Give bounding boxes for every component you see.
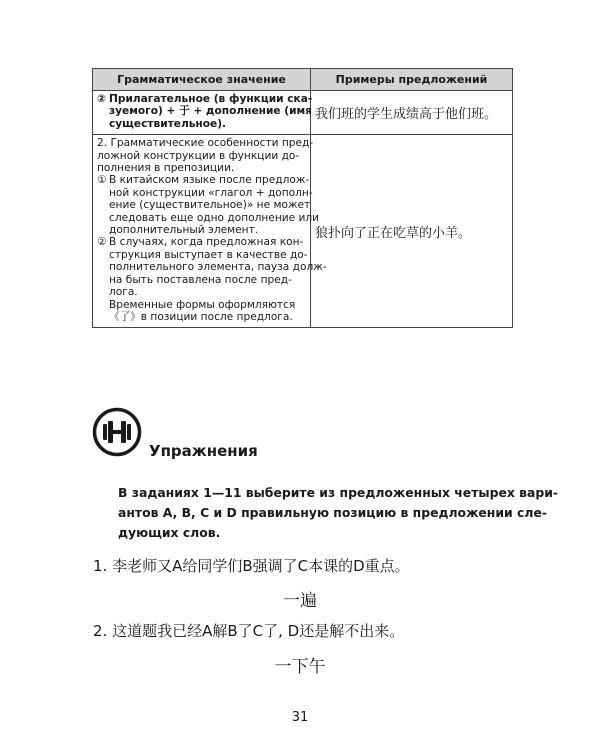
text-line: ложной конструкции в функции до-: [97, 149, 300, 162]
circled-number: ①: [97, 174, 107, 187]
text-line: дующих слов.: [118, 525, 221, 540]
grammar-table: [92, 68, 513, 328]
text-line: струкция выступает в качестве до-: [109, 248, 308, 261]
circled-number: ②: [97, 236, 107, 249]
text-line: на быть поставлена после пред-: [109, 273, 292, 286]
exercise-item-1: 1. 李老师又A给同学们B强调了C本课的D重点。: [93, 557, 410, 575]
text-line: 《了》в позиции после предлога.: [109, 310, 293, 323]
section-title: Упражнения: [149, 442, 258, 460]
header-grammar-meaning: Грамматическое значение: [93, 69, 311, 91]
text-line: существительное).: [109, 117, 227, 130]
dumbbell-icon: [92, 407, 142, 457]
text-line: лога.: [109, 286, 138, 299]
text-line: дополнительный элемент.: [109, 224, 259, 237]
text-line: Прилагательное (в функции ска-: [109, 93, 313, 105]
table-row: [93, 135, 513, 328]
example-sentence-cell: 我们班的学生成绩高于他们班。: [311, 91, 513, 135]
table-header-row: [93, 69, 513, 91]
text-line: полнения в препозиции.: [97, 162, 235, 175]
text-line: полнительного элемента, пауза долж-: [109, 261, 327, 274]
text-line: В случаях, когда предложная кон-: [109, 236, 304, 249]
page-number: 31: [291, 710, 309, 725]
text-line: ение (существительное)» не может: [109, 199, 311, 212]
text-line: В китайском языке после предлож-: [109, 174, 310, 187]
text-line: Временные формы оформляются: [109, 298, 296, 311]
grammar-meaning-cell: [93, 91, 311, 135]
text-line: зуемого) + 于 + дополнение (имя: [109, 105, 312, 118]
text-line: В заданиях 1—11 выберите из предложенных четырех вари-: [118, 485, 559, 500]
table-row: [93, 91, 513, 135]
exercise-answer-word-2: 一下午: [274, 657, 326, 677]
exercise-instruction: [118, 483, 559, 543]
circled-number: ②: [97, 93, 106, 105]
text-line: следовать еще одно дополнение или: [109, 211, 320, 224]
text-line: ной конструкции «глагол + дополн-: [109, 186, 313, 199]
exercise-item-2: 2. 这道题我已经A解B了C了, D还是解不出来。: [93, 622, 405, 640]
text-line: 2. Грамматические особенности пред-: [97, 137, 314, 150]
text-line: антов A, B, C и D правильную позицию в предложении сле-: [118, 505, 548, 520]
header-example-sentences: Примеры предложений: [311, 69, 513, 91]
exercise-answer-word-1: 一遍: [283, 591, 317, 611]
example-sentence-cell: 狼扑向了正在吃草的小羊。: [311, 135, 513, 328]
grammar-meaning-cell: [93, 135, 327, 328]
